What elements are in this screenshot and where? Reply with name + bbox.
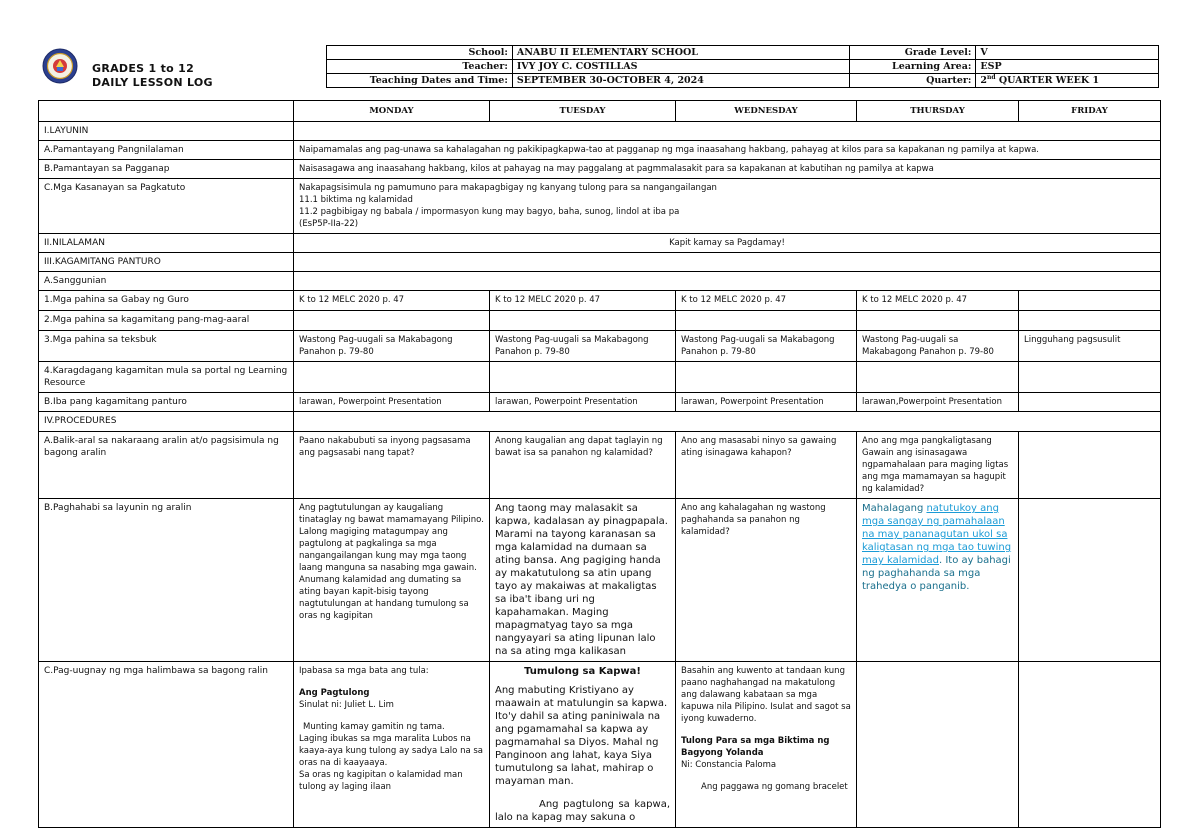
row-label-sanggunian: A.Sanggunian xyxy=(39,272,294,291)
paghahabi-thursday xyxy=(857,499,1019,662)
gabay-tuesday: K to 12 MELC 2020 p. 47 xyxy=(490,291,676,311)
empty-cell xyxy=(857,362,1019,393)
empty-cell xyxy=(676,362,857,393)
row-label-paghahabi: B.Paghahabi sa layunin ng aralin xyxy=(39,499,294,662)
section-layunin: I.LAYUNIN xyxy=(39,122,294,141)
row-label-pagganap: B.Pamantayan sa Pagganap xyxy=(39,160,294,179)
kasanayan-code: (EsP5P-IIa-22) xyxy=(299,219,359,229)
paghahabi-tuesday: Ang taong may malasakit sa kapwa, kadalasan ay pinagpapala. Marami na tayong karanasan sa mga kalamidad na dumaan sa ating bansa. Ang pagiging handa ay makatutulong sa atin upang tayo ay makaiwas at makaligtas sa iba't ibang uri ng kapahamakan. Maging mapagmatyag tayo sa mga nangyayari sa ating lipunan lalo na sa ating mga kalikasan xyxy=(490,499,676,662)
balik-wednesday: Ano ang masasabi ninyo sa gawaing ating isinagawa kahapon? xyxy=(676,432,857,499)
teacher-value: IVY JOY C. COSTILLAS xyxy=(512,60,850,74)
empty-cell xyxy=(857,311,1019,331)
gabay-thursday: K to 12 MELC 2020 p. 47 xyxy=(857,291,1019,311)
kasanayan-line: 11.1 biktima ng kalamidad xyxy=(299,195,413,205)
teksbuk-thursday: Wastong Pag-uugali sa Makabagong Panahon p. 79-80 xyxy=(857,331,1019,362)
story-paragraph: Ang pagtulong sa kapwa, lalo na kapag may sakuna o xyxy=(495,799,670,823)
gabay-monday: K to 12 MELC 2020 p. 47 xyxy=(294,291,490,311)
row-label-kasanayan: C.Mga Kasanayan sa Pagkatuto xyxy=(39,179,294,234)
row-label-gabay: 1.Mga pahina sa Gabay ng Guro xyxy=(39,291,294,311)
empty-cell xyxy=(294,122,1161,141)
day-friday: FRIDAY xyxy=(1019,101,1161,122)
empty-cell xyxy=(294,311,490,331)
poem-intro: Ipabasa sa mga bata ang tula: xyxy=(299,666,429,676)
poem-line: Munting kamay gamitin ng tama. xyxy=(303,722,445,732)
paghahabi-wednesday: Ano ang kahalagahan ng wastong paghahanda sa panahon ng kalamidad? xyxy=(676,499,857,662)
poem-title: Ang Pagtulong xyxy=(299,688,370,698)
row-label-pangmag: 2.Mga pahina sa kagamitang pang-mag-aaral xyxy=(39,311,294,331)
row-label-pamantayang: A.Pamantayang Pangnilalaman xyxy=(39,141,294,160)
empty-cell xyxy=(1019,662,1161,828)
school-info-table xyxy=(326,45,1159,88)
empty-cell xyxy=(490,362,676,393)
teksbuk-tuesday: Wastong Pag-uugali sa Makabagong Panahon p. 79-80 xyxy=(490,331,676,362)
row-label-karagdagang: 4.Karagdagang kagamitan mula sa portal ng Learning Resource xyxy=(39,362,294,393)
iba-tuesday: larawan, Powerpoint Presentation xyxy=(490,393,676,412)
section-kagamitang: III.KAGAMITANG PANTURO xyxy=(39,253,294,272)
quarter-suffix: nd xyxy=(987,74,996,82)
story-paragraph: Ang mabuting Kristiyano ay maawain at matulungin sa kapwa. Ito'y dahil sa ating paniniwala na ang pgamamahal sa kapwa ay pagmamahal sa Diyos. Mahal ng Panginoon ang lahat, kaya Siya tumutulong sa lahat, mahirap o mayaman man. xyxy=(495,685,668,787)
form-title-dll: DAILY LESSON LOG xyxy=(92,76,213,89)
deped-seal-logo xyxy=(42,48,78,84)
paghahabi-thursday-text: . Ito ay bahagi ng paghahanda sa mga trahedya o panganib. xyxy=(862,555,1011,592)
quarter-label: Quarter: xyxy=(850,74,976,88)
dates-value: SEPTEMBER 30-OCTOBER 4, 2024 xyxy=(512,74,850,88)
learning-area-label: Learning Area: xyxy=(850,60,976,74)
row-label-teksbuk: 3.Mga pahina sa teksbuk xyxy=(39,331,294,362)
lesson-log-table xyxy=(38,100,1161,828)
story-author: Ni: Constancia Paloma xyxy=(681,760,777,770)
empty-cell xyxy=(294,362,490,393)
story-line: Ang paggawa ng gomang bracelet xyxy=(701,782,848,792)
teksbuk-friday: Lingguhang pagsusulit xyxy=(1019,331,1161,362)
pag-uugnay-wednesday xyxy=(676,662,857,828)
balik-thursday: Ano ang mga pangkaligtasang Gawain ang isinasagawa ngpamahalaan para maging ligtas ang mga mamamayan sa hagupit ng kalamidad? xyxy=(857,432,1019,499)
paghahabi-monday: Ang pagtutulungan ay kaugaliang tinataglay ng bawat mamamayang Pilipino. Lalong magiging matagumpay ang pagtulong at pagkalinga sa mga nangangailangan kung may mga taong laang manguna sa nasabing mga gawain. Anumang kalamidad ang dumating sa ating bayan kapit-bisig tayong nagtutulungan at handang tumulong sa oras ng kagipitan xyxy=(294,499,490,662)
empty-cell xyxy=(676,311,857,331)
grade-level-label: Grade Level: xyxy=(850,46,976,60)
teksbuk-monday: Wastong Pag-uugali sa Makabagong Panahon p. 79-80 xyxy=(294,331,490,362)
empty-cell xyxy=(490,311,676,331)
gabay-friday xyxy=(1019,291,1161,311)
learning-area-value: ESP xyxy=(976,60,1159,74)
balik-monday: Paano nakabubuti sa inyong pagsasama ang pagsasabi nang tapat? xyxy=(294,432,490,499)
paghahabi-thursday-text: Mahalagang xyxy=(862,503,927,514)
day-monday: MONDAY xyxy=(294,101,490,122)
dates-label: Teaching Dates and Time: xyxy=(327,74,513,88)
empty-cell xyxy=(294,272,1161,291)
quarter-value xyxy=(976,74,1159,88)
row-label-pag-uugnay: C.Pag-uugnay ng mga halimbawa sa bagong ralin xyxy=(39,662,294,828)
school-value: ANABU II ELEMENTARY SCHOOL xyxy=(512,46,850,60)
kasanayan-line: Nakapagsisimula ng pamumuno para makapagbigay ng kanyang tulong para sa nangangailangan xyxy=(299,183,717,193)
balik-friday xyxy=(1019,432,1161,499)
day-tuesday: TUESDAY xyxy=(490,101,676,122)
quarter-week: QUARTER WEEK 1 xyxy=(995,75,1100,87)
iba-thursday: larawan,Powerpoint Presentation xyxy=(857,393,1019,412)
empty-cell xyxy=(1019,499,1161,662)
pagganap-text: Naisasagawa ang inaasahang hakbang, kilos at pahayag na may paggalang at pagmmalasakit para sa kapakanan at kabutihan ng pamilya at kapwa xyxy=(294,160,1161,179)
grade-level-value: V xyxy=(976,46,1159,60)
quarter-number: 2 xyxy=(980,75,988,87)
balik-tuesday: Anong kaugalian ang dapat taglayin ng bawat isa sa panahon ng kalamidad? xyxy=(490,432,676,499)
kasanayan-text xyxy=(294,179,1161,234)
section-procedures: IV.PROCEDURES xyxy=(39,412,294,432)
day-thursday: THURSDAY xyxy=(857,101,1019,122)
nilalaman-text: Kapit kamay sa Pagdamay! xyxy=(294,234,1161,253)
row-label-balik: A.Balik-aral sa nakaraang aralin at/o pagsisimula ng bagong aralin xyxy=(39,432,294,499)
poem-line: Sa oras ng kagipitan o kalamidad man tulong ay laging ilaan xyxy=(299,770,463,792)
iba-monday: larawan, Powerpoint Presentation xyxy=(294,393,490,412)
pamantayang-text: Naipamamalas ang pag-unawa sa kahalagahan ng pakikipagkapwa-tao at pagganap ng mga inaasahang hakbang, pahayag at kilos para sa kapakanan ng pamilya at kapwa. xyxy=(294,141,1161,160)
story-title: Tulong Para sa mga Biktima ng Bagyong Yolanda xyxy=(681,736,830,758)
pag-uugnay-tuesday xyxy=(490,662,676,828)
empty-cell xyxy=(294,412,1161,432)
kasanayan-line: 11.2 pagbibigay ng babala / impormasyon kung may bagyo, baha, sunog, lindol at iba pa xyxy=(299,207,680,217)
school-label: School: xyxy=(327,46,513,60)
row-label-nilalaman: II.NILALAMAN xyxy=(39,234,294,253)
teacher-label: Teacher: xyxy=(327,60,513,74)
empty-cell xyxy=(294,253,1161,272)
row-label-iba: B.Iba pang kagamitang panturo xyxy=(39,393,294,412)
story-intro: Basahin ang kuwento at tandaan kung paano naghahangad na makatulong ang dalawang kabataan sa mga kapuwa nila Pilipino. Isulat and sagot sa iyong kuwaderno. xyxy=(681,666,851,724)
iba-friday xyxy=(1019,393,1161,412)
story-title: Tumulong sa Kapwa! xyxy=(524,666,641,677)
pag-uugnay-monday xyxy=(294,662,490,828)
corner-cell xyxy=(39,101,294,122)
header xyxy=(38,45,1159,90)
empty-cell xyxy=(857,662,1019,828)
form-title-grades: GRADES 1 to 12 xyxy=(92,62,195,75)
day-wednesday: WEDNESDAY xyxy=(676,101,857,122)
gabay-wednesday: K to 12 MELC 2020 p. 47 xyxy=(676,291,857,311)
paghahabi-thursday-link[interactable]: natutukoy ang mga sangay ng pamahalaan na may pananagutan ukol sa kaligtasan ng mga tao tuwing may kalamidad xyxy=(862,503,1012,566)
poem-author: Sinulat ni: Juliet L. Lim xyxy=(299,700,394,710)
iba-wednesday: larawan, Powerpoint Presentation xyxy=(676,393,857,412)
teksbuk-wednesday: Wastong Pag-uugali sa Makabagong Panahon p. 79-80 xyxy=(676,331,857,362)
empty-cell xyxy=(1019,311,1161,331)
poem-line: Laging ibukas sa mga maralita Lubos na kaaya-aya kung tulong ay sadya Lalo na sa oras na di kaayaaya. xyxy=(299,734,484,768)
empty-cell xyxy=(1019,362,1161,393)
